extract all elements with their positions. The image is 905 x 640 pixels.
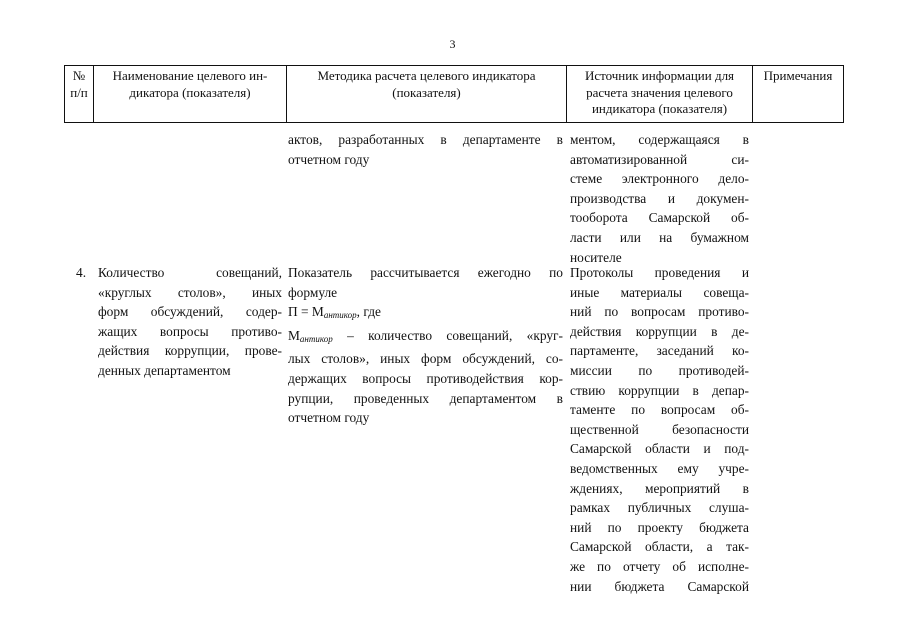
definition-symbol: М bbox=[288, 327, 300, 343]
text-line: партаменте, заседаний ко- bbox=[570, 343, 749, 359]
text-line: носителе bbox=[570, 249, 622, 265]
text-line: таменте по вопросам об- bbox=[570, 402, 749, 418]
header-line: п/п bbox=[70, 84, 88, 100]
header-line: Наименование целевого ин- bbox=[112, 68, 268, 83]
header-line: (показателя) bbox=[392, 84, 461, 100]
row4-num-cell bbox=[76, 263, 96, 283]
header-line: Источник информации для bbox=[584, 68, 735, 83]
header-line: дикатора (показателя) bbox=[129, 84, 251, 100]
text-line: отчетном году bbox=[288, 410, 370, 426]
header-line: индикатора (показателя) bbox=[591, 101, 728, 116]
header-num bbox=[65, 66, 94, 123]
row4-method-cell bbox=[288, 263, 563, 428]
text-line: ласти или на бумажном bbox=[570, 229, 749, 245]
header-name bbox=[94, 66, 287, 123]
definition-first-line: – количество совещаний, «круг- bbox=[332, 327, 563, 343]
continuation-method-cell bbox=[288, 130, 563, 169]
header-line: № bbox=[72, 68, 86, 83]
row4-name-cell bbox=[98, 263, 282, 381]
text-line: ний по проекту бюджета bbox=[570, 519, 749, 535]
formula-lhs: П = М bbox=[288, 304, 324, 320]
text-line: Количество совещаний, bbox=[98, 265, 282, 280]
text-line: держащих вопросы противодействия кор- bbox=[288, 370, 563, 386]
text-line: тооборота Самарской об- bbox=[570, 210, 749, 226]
text-line: иные материалы совеща- bbox=[570, 284, 749, 300]
text-line: жащих вопросы противо- bbox=[98, 323, 282, 339]
header-method bbox=[287, 66, 567, 123]
formula-line bbox=[288, 302, 563, 326]
text-line: «круглых столов», иных bbox=[98, 284, 282, 300]
text-line: стеме электронного дело- bbox=[570, 171, 749, 187]
continuation-source-cell bbox=[570, 130, 749, 267]
text-line: ствию коррупции в депар- bbox=[570, 382, 749, 398]
text-line: отчетном году bbox=[288, 151, 370, 167]
text-line: ведомственных ему учре- bbox=[570, 460, 749, 476]
header-line: Методика расчета целевого индикатора bbox=[317, 68, 536, 83]
header-line: Примечания bbox=[763, 68, 833, 83]
text-line: денных департаментом bbox=[98, 362, 231, 378]
formula-tail: , где bbox=[356, 304, 381, 320]
table-header bbox=[64, 65, 844, 123]
row-number: 4. bbox=[76, 265, 87, 280]
header-source bbox=[567, 66, 753, 123]
page-number: 3 bbox=[449, 37, 456, 51]
text-line: актов, разработанных в департаменте в bbox=[288, 132, 563, 147]
text-line: ждениях, мероприятий в bbox=[570, 480, 749, 496]
text-line: Самарской области, а так- bbox=[570, 539, 749, 555]
text-line: нии бюджета Самарской bbox=[570, 578, 749, 594]
text-line: рамках публичных слуша- bbox=[570, 500, 749, 516]
text-line: щественной безопасности bbox=[570, 421, 749, 437]
formula-subscript: антикор bbox=[323, 310, 357, 321]
text-line: Протоколы проведения и bbox=[570, 265, 749, 280]
text-line: Самарской области и под- bbox=[570, 441, 749, 457]
header-notes bbox=[753, 66, 844, 123]
text-line: формуле bbox=[288, 284, 338, 300]
text-line: действия коррупции, прове- bbox=[98, 343, 282, 359]
row4-source-cell bbox=[570, 263, 749, 596]
header-line: расчета значения целевого bbox=[586, 84, 733, 100]
text-line: миссии по противодей- bbox=[570, 362, 749, 378]
text-line: лых столов», иных форм обсуждений, со- bbox=[288, 351, 563, 367]
text-line: же по отчету об исполне- bbox=[570, 558, 749, 574]
definition-subscript: антикор bbox=[299, 333, 333, 344]
definition-line bbox=[288, 326, 563, 350]
text-line: Показатель рассчитывается ежегодно по bbox=[288, 265, 563, 280]
text-line: рупции, проведенных департаментом в bbox=[288, 390, 563, 406]
text-line: форм обсуждений, содер- bbox=[98, 304, 282, 320]
text-line: автоматизированной си- bbox=[570, 151, 749, 167]
text-line: действия коррупции в де- bbox=[570, 323, 749, 339]
text-line: производства и докумен- bbox=[570, 190, 749, 206]
text-line: ментом, содержащаяся в bbox=[570, 132, 749, 147]
text-line: ний по вопросам противо- bbox=[570, 304, 749, 320]
